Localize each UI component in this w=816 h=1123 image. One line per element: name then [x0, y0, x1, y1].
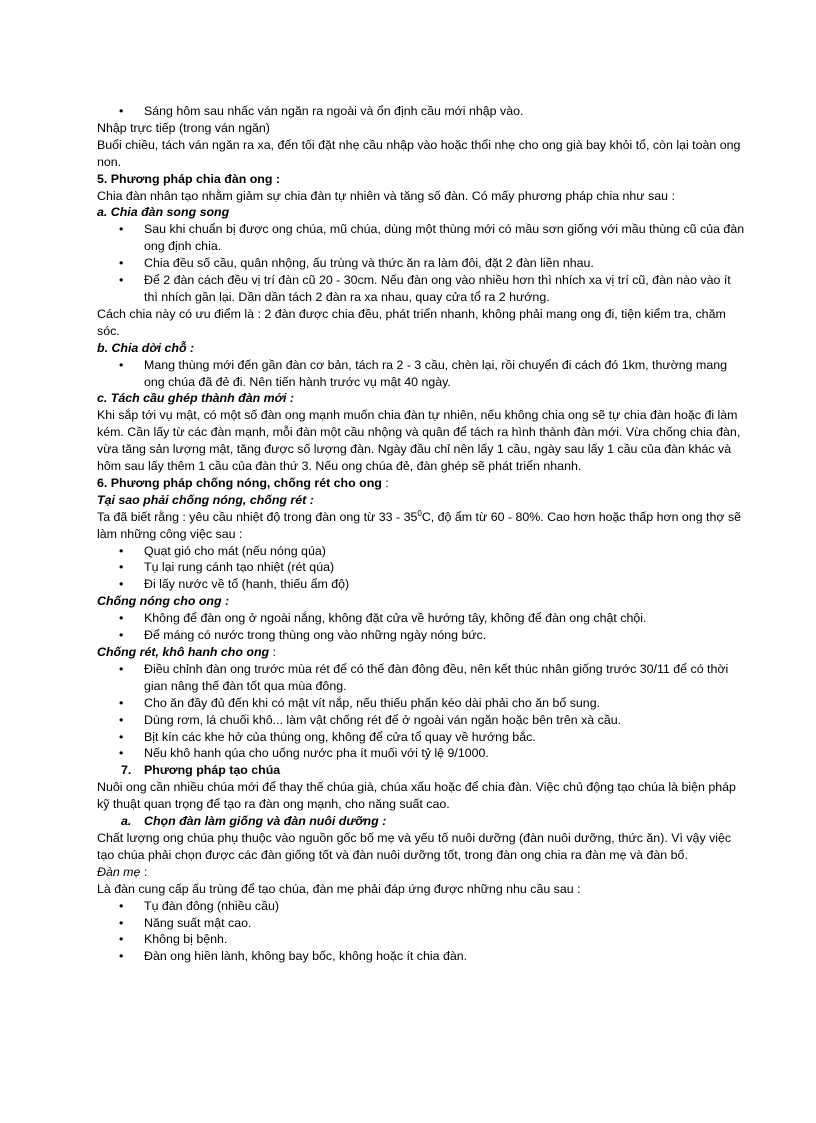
subsection-heading: Chống rét, khô hanh cho ong	[97, 645, 270, 659]
list-item: • Để máng có nước trong thùng ong vào những ngày nóng bức.	[97, 627, 746, 644]
list-item: • Sau khi chuẩn bị được ong chúa, mũ chúa, dùng một thùng mới có mầu sơn giống với mầu thùng cũ của đàn ong định chia.	[97, 221, 746, 255]
numbered-subheading	[97, 813, 746, 830]
bullet-list	[97, 543, 746, 594]
section-heading: 6. Phương pháp chống nóng, chống rét cho ong	[97, 475, 382, 490]
section-heading: 5. Phương pháp chia đàn ong :	[97, 171, 280, 186]
degree-superscript: 0	[417, 508, 422, 518]
heading-tail: :	[381, 475, 389, 490]
paragraph: Buổi chiều, tách ván ngăn ra xa, đến tối đặt nhẹ cầu nhập vào hoặc thổi nhẹ cho ong già bay khỏi tổ, còn lại toàn ong non.	[97, 137, 741, 169]
list-item: • Năng suất mật cao.	[97, 915, 746, 932]
paragraph: Nuôi ong cần nhiều chúa mới để thay thế chúa già, chúa xấu hoặc để chia đàn. Việc chủ động tạo chúa là biện pháp kỹ thuật quan trọng để tạo ra đàn ong mạnh, cho năng suất cao.	[97, 780, 736, 812]
list-item: • Điều chỉnh đàn ong trước mùa rét để có thế đàn đông đều, nên kết thúc nhân giống trước 30/11 để có thời gian nâng thế đàn tốt qua mùa đông.	[97, 661, 746, 695]
list-item: • Để 2 đàn cách đều vị trí đàn cũ 20 - 30cm. Nếu đàn ong vào nhiều hơn thì nhích xa vị trí cũ, đàn nào vào ít thì nhích gần lại. Dần dần tách 2 đàn ra xa nhau, quay cửa tổ ra 2 hướng.	[97, 272, 746, 306]
section-heading: Phương pháp tạo chúa	[144, 763, 281, 778]
numbered-heading	[97, 762, 746, 779]
list-item: • Cho ăn đầy đủ đến khi có mật vít nắp, nếu thiếu phấn kéo dài phải cho ăn bổ sung.	[97, 695, 746, 712]
subsection-heading: Chống nóng cho ong :	[97, 594, 230, 609]
bullet-list	[97, 661, 746, 762]
paragraph: Chất lượng ong chúa phụ thuộc vào nguồn gốc bố mẹ và yếu tố nuôi dưỡng (đàn nuôi dưỡng, thức ăn). Vì vậy việc tạo chúa phải chọn được các đàn giống tốt và đàn nuôi dưỡng tốt, trong đàn ong chia ra đàn mẹ và đàn bố.	[97, 830, 732, 862]
list-item: • Chia đều số cầu, quân nhộng, ấu trùng và thức ăn ra làm đôi, đặt 2 đàn liền nhau.	[97, 255, 746, 272]
subsection-heading: b. Chia dời chỗ :	[97, 340, 195, 355]
list-item: • Mang thùng mới đến gần đàn cơ bản, tách ra 2 - 3 cầu, chèn lại, rồi chuyển đi cách đó 1km, thường mang ong chúa đã đẻ đi. Nên tiến hành trước vụ mật 40 ngày.	[97, 357, 746, 391]
list-item: • Không để đàn ong ở ngoài nắng, không đặt cửa về hướng tây, không để đàn ong chật chội.	[97, 610, 746, 627]
subsection-heading: c. Tách cầu ghép thành đàn mới :	[97, 391, 294, 406]
subsection-heading: Đàn mẹ	[97, 864, 141, 879]
list-item: • Dùng rơm, lá chuối khô... làm vật chống rét để ở ngoài ván ngăn hoặc bên trên xà cầu.	[97, 712, 746, 729]
text-run: Ta đã biết rằng : yêu cầu nhiệt độ trong đàn ong từ 33 - 35	[97, 509, 418, 524]
subsection-heading: Tại sao phải chống nóng, chống rét :	[97, 492, 314, 507]
heading-tail: :	[269, 645, 276, 659]
list-item: • Tụ lại rung cánh tạo nhiệt (rét qúa)	[97, 559, 746, 576]
subsection-heading-line	[97, 864, 746, 881]
bullet-list	[97, 221, 746, 306]
bullet-list	[97, 357, 746, 391]
section-heading-line	[97, 475, 746, 492]
list-item: • Không bị bệnh.	[97, 931, 746, 948]
bullet-list	[97, 103, 746, 120]
list-item: • Sáng hôm sau nhấc ván ngăn ra ngoài và ổn định cầu mới nhập vào.	[97, 103, 746, 120]
list-item: • Đàn ong hiền lành, không bay bốc, không hoặc ít chia đàn.	[97, 948, 746, 965]
subsection-heading: Chọn đàn làm giống và đàn nuôi dưỡng :	[144, 814, 387, 829]
list-item: • Quạt gió cho mát (nếu nóng qúa)	[97, 543, 746, 560]
heading-tail: :	[140, 864, 148, 879]
paragraph: Chia đàn nhân tạo nhằm giảm sự chia đàn tự nhiên và tăng số đàn. Có mấy phương pháp chia như sau :	[97, 188, 675, 203]
bullet-list	[97, 610, 746, 644]
heading-number: 7.	[121, 763, 132, 778]
paragraph: Nhập trực tiếp (trong ván ngăn)	[97, 120, 270, 135]
text-run: C, độ ẩm từ 60 - 80%. Cao hơn hoặc thấp hơn ong thợ sẽ làm những công việc sau :	[97, 509, 742, 541]
paragraph: Là đàn cung cấp ấu trùng để tạo chúa, đàn mẹ phải đáp ứng được những nhu cầu sau :	[97, 881, 581, 896]
paragraph	[97, 509, 746, 543]
list-item: • Bịt kín các khe hở của thùng ong, không để cửa tổ quay về hướng bắc.	[97, 729, 746, 746]
list-item: • Tụ đàn đông (nhiều cầu)	[97, 898, 746, 915]
subsection-heading: a. Chia đàn song song	[97, 205, 230, 220]
bullet-list	[97, 898, 746, 966]
list-item: • Đi lấy nước về tổ (hanh, thiếu ẩm độ)	[97, 576, 746, 593]
paragraph: Cách chia này có ưu điểm là : 2 đàn được chia đều, phát triển nhanh, không phải mang ong đi, tiện kiểm tra, chăm sóc.	[97, 306, 726, 338]
list-item: • Nếu khô hanh qúa cho uống nước pha ít muối với tỷ lệ 9/1000.	[97, 745, 746, 762]
paragraph: Khi sắp tới vụ mật, có một số đàn ong mạnh muốn chia đàn tự nhiên, nếu không chia ong sẽ tự chia đàn hoặc đi làm kém. Cần lấy từ các đàn mạnh, mỗi đàn một cầu nhộng và quân để tách ra hình thành đàn mới. Vừa chống chia đàn, vừa tăng sản lượng mật, tăng được số lượng đàn. Ngày đầu chỉ nên lấy 1 cầu, ngày sau lấy 1 cầu của đàn khác và hôm sau lấy thêm 1 cầu của đàn thứ 3. Nếu ong chúa đẻ, đàn ghép sẽ phát triển nhanh.	[97, 408, 741, 474]
subheading-letter: a.	[121, 814, 132, 829]
subsection-heading-line	[97, 644, 746, 661]
